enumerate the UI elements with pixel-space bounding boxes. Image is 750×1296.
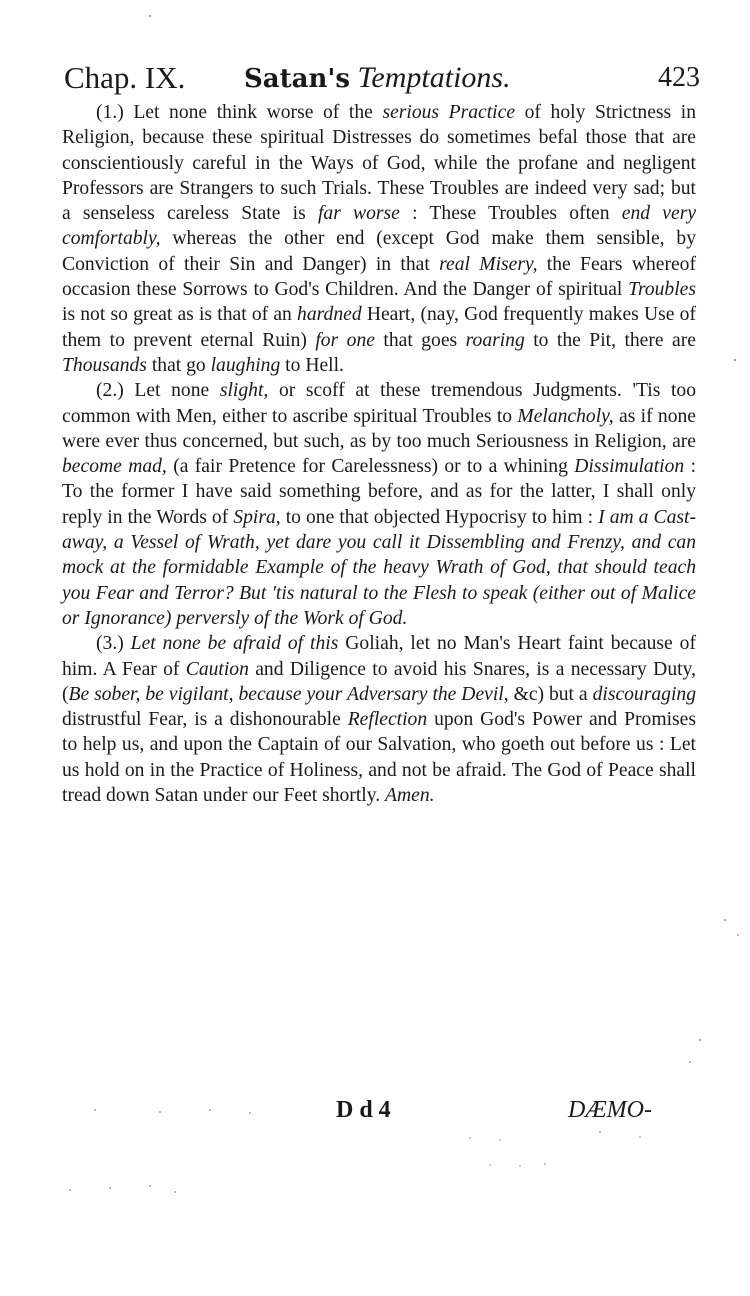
paragraph-3	[62, 631, 696, 808]
p2-segment: slight,	[219, 380, 269, 402]
p1-segment: hardned	[297, 304, 362, 326]
p3-segment: discouraging	[592, 683, 696, 705]
p3-segment: Caution	[185, 658, 249, 680]
p1-segment: laughing	[210, 354, 281, 376]
signature-mark: D d 4	[336, 1097, 391, 1123]
p3-segment: (3.)	[96, 633, 131, 655]
p2-segment: (2.) Let none	[96, 380, 220, 402]
page-footer	[0, 1092, 750, 1132]
p2-segment: Dissimulation	[574, 456, 685, 478]
p1-segment: far worse	[317, 203, 400, 225]
page-number: 423	[658, 62, 700, 93]
p1-segment: Troubles	[628, 279, 696, 301]
p3-segment: Let none be afraid of this	[130, 633, 339, 655]
p2-segment: I am a Cast-away, a Vessel of Wrath, yet dare you call it Dissembling and Frenzy, and can mock at the formidable Example of the heavy Wrath of God, that should teach you Fear and Terror? But 'tis natural to the Flesh to speak (either out of Malice or Ignorance) perversly of the Work of God.	[62, 506, 696, 629]
p1-segment: Thousands	[62, 354, 147, 376]
catchword: DÆMO-	[568, 1097, 652, 1123]
p2-segment: (a fair Pretence for Carelessness) or to a whining	[166, 456, 575, 478]
p2-segment: : To the former I have said something before, and as for the latter, I shall only reply in the Words of	[62, 456, 697, 528]
p1-segment: to Hell.	[280, 354, 344, 376]
running-title	[244, 58, 511, 99]
p3-segment: Amen.	[385, 785, 435, 807]
p3-segment: Be sober, be vigilant, because your Adversary the Devil,	[68, 683, 509, 705]
paragraph-1	[62, 100, 696, 378]
paragraph-2	[62, 378, 696, 631]
p1-segment: end very comfortably,	[62, 203, 697, 250]
p2-segment: to one that objected Hypocrisy to him :	[280, 506, 599, 528]
p2-segment: Melancholy,	[517, 405, 614, 427]
p1-segment: roaring	[465, 329, 525, 351]
p1-segment: of holy Strictness in Religion, because these spiritual Distresses do sometimes befal those that are conscientiously careful in the Ways of God, while the profane and negligent Professors are Strangers to such Trials. These Troubles are indeed very sad; but a senseless careless State is	[62, 102, 696, 225]
p2-segment: Spira,	[233, 506, 281, 528]
p1-segment: serious Practice	[382, 102, 516, 123]
p3-segment: and Diligence to avoid his Snares, is a necessary Duty, (	[62, 658, 696, 705]
p1-segment: for one	[315, 329, 375, 351]
p3-segment: distrustful Fear, is a dishonourable	[62, 709, 348, 731]
p3-segment: Goliah, let no Man's Heart faint because of him. A Fear of	[62, 633, 696, 680]
running-header	[64, 58, 700, 98]
p2-segment: as if none were ever thus concerned, but such, as by too much Seriousness in Religion, are	[62, 405, 696, 452]
p1-segment: that goes	[374, 329, 466, 351]
p1-segment: that go	[146, 354, 211, 376]
p1-segment: : These Troubles often	[399, 203, 622, 225]
p2-segment: or scoff at these tremendous Judgments. 'Tis too common with Men, either to ascribe spiritual Troubles to	[62, 380, 696, 427]
running-title-italic: Temptations.	[357, 61, 511, 94]
p1-segment: real Misery,	[439, 253, 538, 275]
body-text	[62, 100, 696, 808]
chapter-label: Chap. IX.	[64, 60, 186, 95]
p2-segment: become mad,	[62, 456, 167, 478]
p3-segment: &c) but a	[508, 683, 593, 705]
p1-segment: whereas the other end (except God make them sensible, by Conviction of their Sin and Danger) in that	[62, 228, 696, 275]
p1-segment: to the Pit, there are	[524, 329, 696, 351]
p1-segment: the Fears whereof occasion these Sorrows to God's Children. And the Danger of spiritual	[62, 253, 697, 301]
p3-segment: Reflection	[347, 709, 428, 731]
p1-segment: (1.) Let none think worse of the	[96, 102, 383, 123]
p1-segment: Heart, (nay, God frequently makes Use of them to prevent eternal Ruin)	[62, 304, 696, 351]
p3-segment: upon God's Power and Promises to help us, and upon the Captain of our Salvation, who goeth out before us : Let us hold on in the Practice of Holiness, and not be afraid. The God of Peace shall tread down Satan under our Feet shortly.	[62, 709, 696, 807]
running-title-blackletter: Satan's	[244, 64, 350, 94]
p1-segment: is not so great as is that of an	[62, 304, 298, 326]
